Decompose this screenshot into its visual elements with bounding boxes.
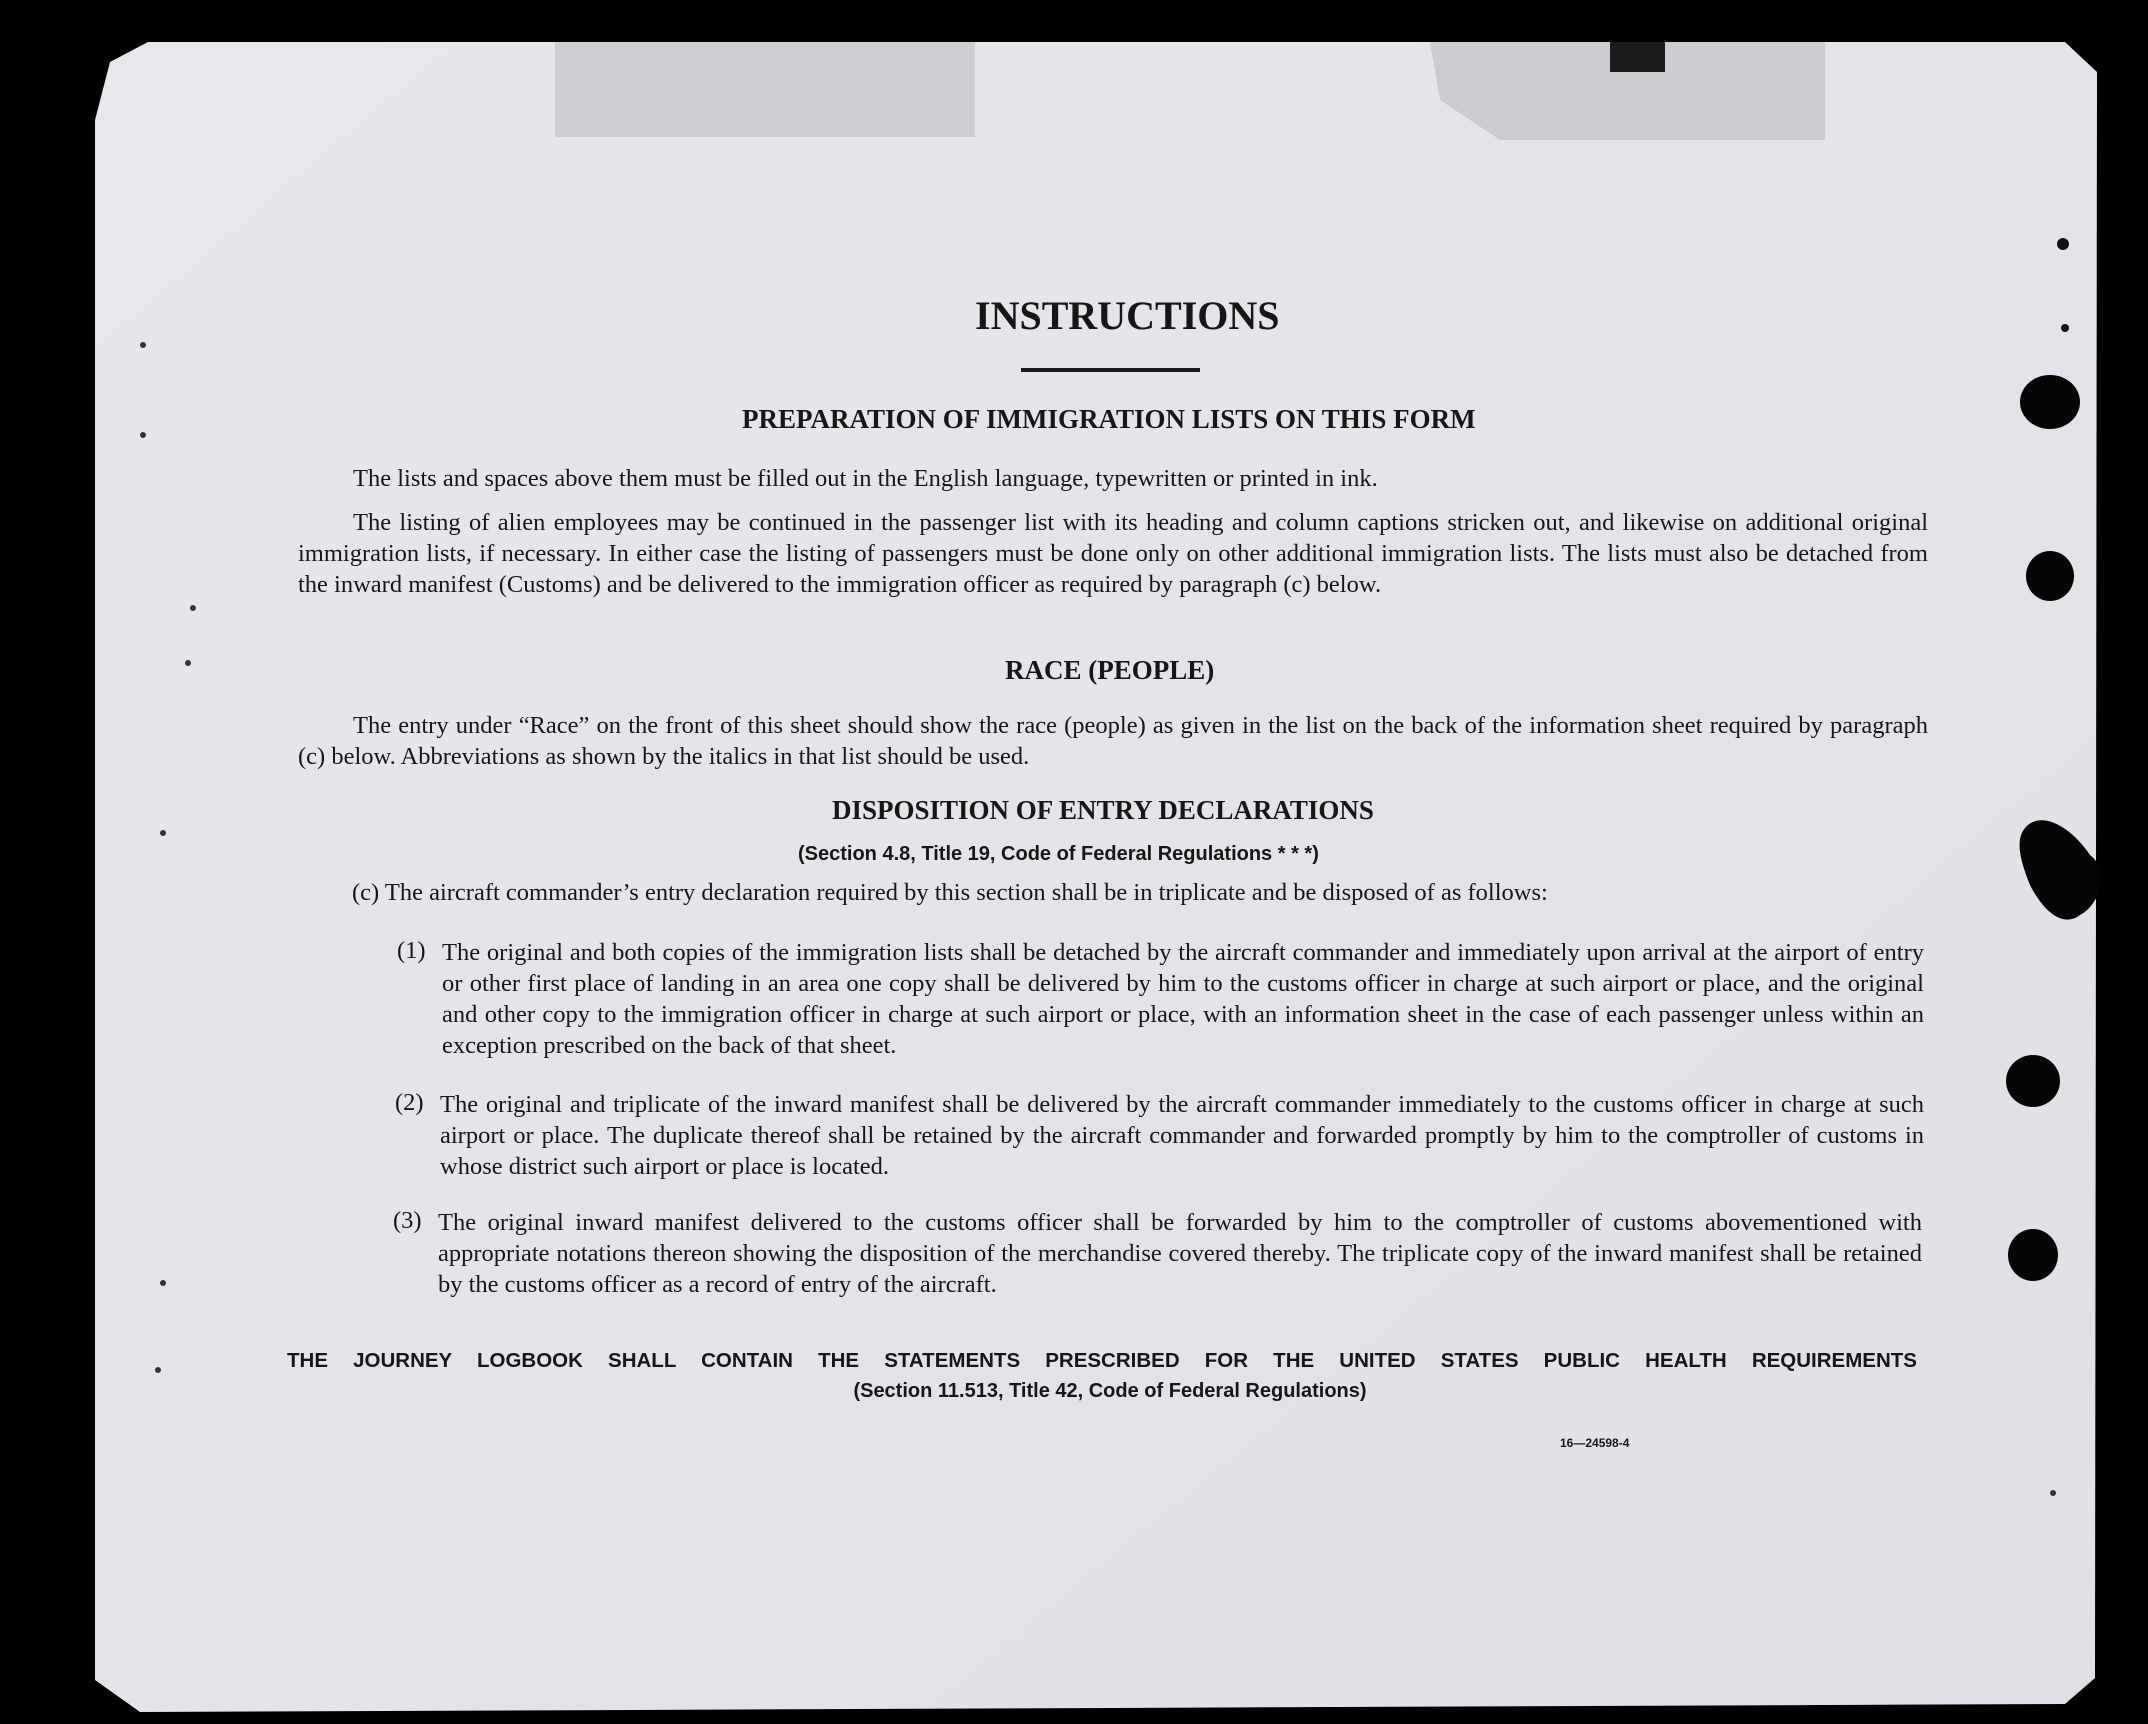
footer-reference: (Section 11.513, Title 42, Code of Federal Regulations) [853, 1380, 1367, 1402]
page-title: INSTRUCTIONS [975, 293, 1280, 338]
form-number: 16—24598-4 [1560, 1436, 1630, 1450]
section-heading-preparation: PREPARATION OF IMMIGRATION LISTS ON THIS FORM [742, 404, 1476, 434]
preparation-paragraph-1: The lists and spaces above them must be filled out in the English language, typewritten or printed in ink. [353, 465, 1378, 492]
item-text-3: The original inward manifest delivered to the customs officer shall be forwarded by him to the comptroller of customs abovementioned with appropriate notations thereon showing the disposition of the merchandise covered thereby. The triplicate copy of the inward manifest shall be retained by the customs officer as a record of entry of the aircraft. [438, 1209, 1922, 1298]
footer-statement: THE JOURNEY LOGBOOK SHALL CONTAIN THE STATEMENTS PRESCRIBED FOR THE UNITED STATES PUBLIC HEALTH REQUIREMENTS [287, 1349, 1917, 1372]
disposition-intro: (c) The aircraft commander’s entry declaration required by this section shall be in triplicate and be disposed of as follows: [352, 879, 1548, 906]
disposition-reference: (Section 4.8, Title 19, Code of Federal Regulations * * *) [798, 843, 1319, 865]
item-text-2: The original and triplicate of the inward manifest shall be delivered by the aircraft commander immediately to the customs officer in charge at such airport or place. The duplicate thereof shall be retained by the aircraft commander and forwarded promptly by him to the comptroller of customs in whose district such airport or place is located. [440, 1091, 1924, 1180]
item-text-1-content: The original and both copies of the immigration lists shall be detached by the aircraft commander and immediately upon arrival at the airport of entry or other first place of landing in an area one copy shall be delivered by him to the customs officer in charge at such airport or place, and the original and other copy to the immigration officer in charge at such airport or place, with an information sheet in the case of each passenger unless within an exception prescribed on the back of that sheet. [442, 939, 1924, 1059]
item-text-1 [442, 937, 1924, 1061]
item-number-1: (1) [397, 937, 426, 964]
item-number-3: (3) [393, 1207, 422, 1234]
section-heading-race: RACE (PEOPLE) [1005, 655, 1215, 685]
item-number-2: (2) [395, 1089, 424, 1116]
section-heading-disposition: DISPOSITION OF ENTRY DECLARATIONS [832, 795, 1374, 825]
preparation-paragraph-2: The listing of alien employees may be continued in the passenger list with its heading and column captions stricken out, and likewise on additional original immigration lists, if necessary. In either case the listing of passengers must be done only on other additional immigration lists. The lists must also be detached from the inward manifest (Customs) and be delivered to the immigration officer as required by paragraph (c) below. [298, 509, 1928, 598]
title-underline [1021, 368, 1200, 372]
race-paragraph: The entry under “Race” on the front of this sheet should show the race (people) as given in the list on the back of the information sheet required by paragraph (c) below. Abbreviations as shown by the italics in that list should be used. [298, 712, 1928, 770]
